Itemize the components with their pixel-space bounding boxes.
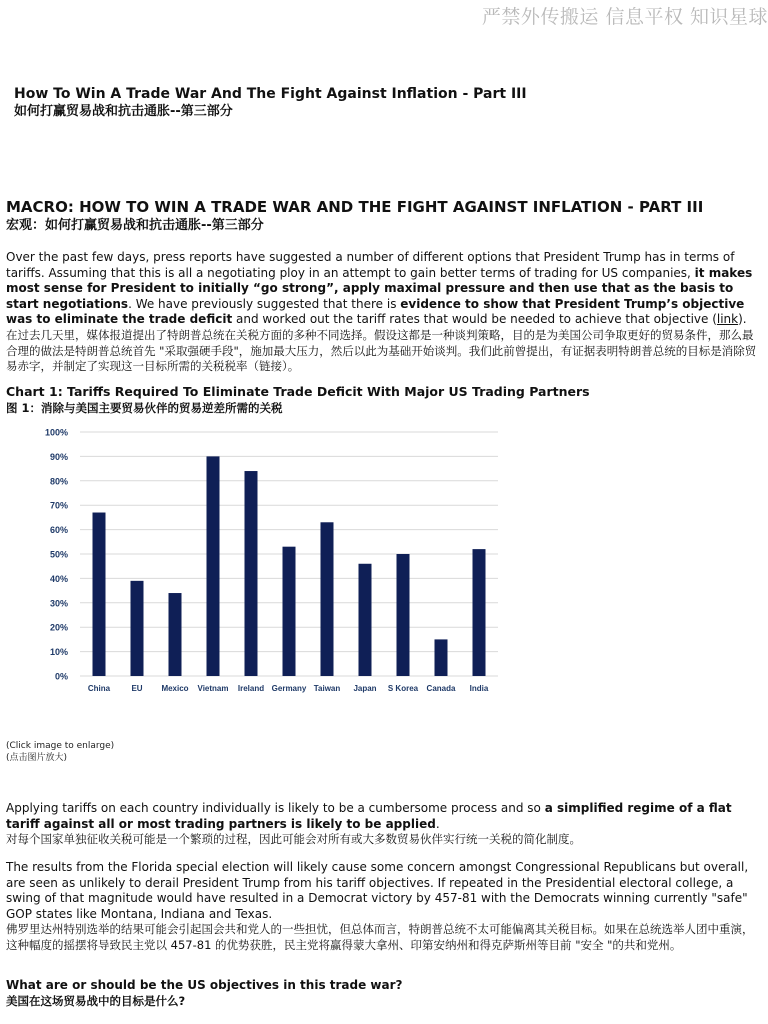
bar-eu	[131, 581, 144, 676]
bar-s-korea	[397, 554, 410, 676]
watermark-text: 严禁外传搬运 信息平权 知识星球	[481, 6, 768, 28]
enlarge-hint-zh: (点击图片放大)	[6, 753, 68, 763]
y-tick-label: 50%	[49, 549, 68, 560]
x-tick-label: Canada	[426, 684, 456, 693]
x-tick-label: Germany	[271, 684, 307, 693]
chart-caption-zh: 图 1：消除与美国主要贸易伙伴的贸易逆差所需的关税	[6, 401, 283, 415]
y-tick-label: 40%	[49, 573, 68, 584]
page-title-en: How To Win A Trade War And The Fight Against Inflation - Part III	[14, 86, 527, 102]
paragraph-en	[6, 801, 764, 832]
text-run: . We have previously suggested that there is	[128, 296, 401, 311]
text-run: Over the past few days, press reports have suggested a number of different options that President Trump has in terms of tariffs. Assuming that this is all a negotiating ploy in an attempt to gain better terms of trading for US companies,	[6, 250, 735, 280]
y-tick-label: 0%	[54, 671, 68, 682]
y-tick-label: 20%	[49, 622, 68, 633]
x-tick-label: India	[469, 684, 489, 693]
x-tick-label: S Korea	[387, 684, 419, 693]
bar-ireland	[245, 471, 258, 676]
text-run: .	[435, 816, 440, 831]
paragraph-en	[6, 250, 764, 328]
paragraph-en: What are or should be the US objectives in this trade war?	[6, 978, 403, 992]
y-tick-label: 90%	[49, 451, 68, 462]
paragraph-zh: 对每个国家单独征收关税可能是一个繁琐的过程，因此可能会对所有或大多数贸易伙伴实行统一关税的简化制度。	[6, 832, 581, 847]
x-tick-label: Vietnam	[197, 684, 229, 693]
paragraph-tariff-options	[6, 250, 764, 375]
y-tick-label: 10%	[49, 647, 68, 658]
source-link[interactable]: link	[716, 312, 739, 327]
tariff-chart-image[interactable]	[8, 418, 508, 700]
text-run: and worked out the tariff rates that would be needed to achieve that objective (	[232, 312, 717, 327]
bold-run: it makes most sense for President to initially “go strong”, apply maximal pressure and then use that as the basis to start negotiations	[6, 265, 753, 311]
chart-caption-en: Chart 1: Tariffs Required To Eliminate Trade Deficit With Major US Trading Partners	[6, 384, 590, 399]
y-tick-label: 30%	[49, 598, 68, 609]
text-run: Applying tariffs on each country individually is likely to be a cumbersome process and so	[6, 801, 545, 815]
bold-run: a simplified regime of a flat tariff against all or most trading partners is likely to be applied	[6, 801, 732, 831]
bold-run: evidence to show that President Trump’s objective was to eliminate the trade deficit	[6, 296, 745, 327]
chart-caption	[6, 384, 764, 416]
paragraph-flat-tariff	[6, 801, 764, 848]
paragraph-zh: 在过去几天里，媒体报道提出了特朗普总统在关税方面的多种不同选择。假设这都是一种谈判策略，目的是为美国公司争取更好的贸易条件，那么最合理的做法是特朗普总统首先 "采取强硬手段"，施加最大压力，然后以此为基础开始谈判。我们此前曾提出，有证据表明特朗普总统的目标是消除贸易赤字，并制定了实现这一目标所需的关税税率（链接）。	[6, 327, 757, 374]
x-tick-label: China	[87, 684, 111, 693]
section-title	[6, 198, 762, 235]
y-tick-label: 80%	[49, 476, 68, 487]
page-title	[14, 86, 754, 121]
bar-canada	[435, 639, 448, 676]
bar-vietnam	[207, 456, 220, 676]
x-tick-label: Japan	[353, 684, 377, 693]
text-run: ).	[738, 312, 747, 327]
paragraph-us-objectives	[6, 978, 764, 1009]
y-tick-label: 60%	[49, 525, 68, 536]
bar-taiwan	[321, 522, 334, 676]
section-title-zh: 宏观：如何打赢贸易战和抗击通胀--第三部分	[6, 218, 264, 233]
bar-mexico	[169, 593, 182, 676]
enlarge-hint-en: (Click image to enlarge)	[6, 741, 115, 751]
y-tick-label: 70%	[49, 500, 68, 511]
x-tick-label: Taiwan	[313, 684, 341, 693]
enlarge-hint[interactable]	[6, 740, 114, 764]
paragraph-zh: 佛罗里达州特别选举的结果可能会引起国会共和党人的一些担忧，但总体而言，特朗普总统不太可能偏离其关税目标。如果在总统选举人团中重演，这种幅度的摇摆将导致民主党以 457-81 的优势获胜，民主党将赢得蒙大拿州、印第安纳州和得克萨斯州等目前 "安全 "的共和党州。	[6, 922, 754, 952]
tariff-bar-chart	[8, 418, 508, 700]
x-tick-label: Ireland	[237, 684, 265, 693]
bar-china	[93, 513, 106, 676]
x-tick-label: EU	[131, 684, 143, 693]
paragraph-zh: 美国在这场贸易战中的目标是什么?	[6, 993, 186, 1008]
paragraph-en: The results from the Florida special election will likely cause some concern amongst Congressional Republicans but overall, are seen as unlikely to derail President Trump from his tariff objectives. If repeated in the Presidential electoral college, a swing of that magnitude would have resulted in a Democrat victory by 457-81 with the Democrats winning currently "safe" GOP states like Montana, Indiana and Texas.	[6, 860, 749, 921]
y-tick-label: 100%	[44, 427, 68, 438]
paragraph-florida-election	[6, 860, 764, 954]
bar-japan	[359, 564, 372, 676]
bar-germany	[283, 547, 296, 676]
page-title-zh: 如何打赢贸易战和抗击通胀--第三部分	[14, 104, 233, 119]
bar-india	[473, 549, 486, 676]
x-tick-label: Mexico	[161, 684, 189, 693]
section-title-en: MACRO: HOW TO WIN A TRADE WAR AND THE FIGHT AGAINST INFLATION - PART III	[6, 198, 704, 216]
